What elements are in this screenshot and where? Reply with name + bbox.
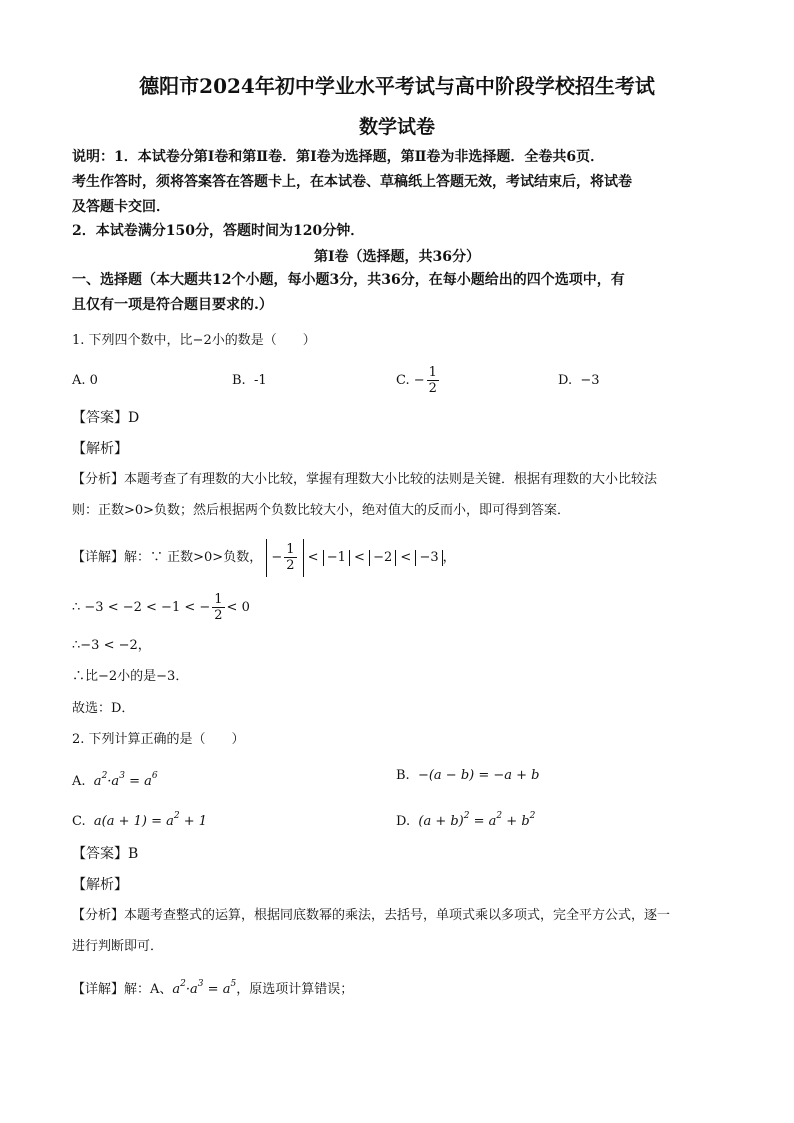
q2-stem: 2. 下列计算正确的是（ ） [72, 732, 245, 747]
q1-step-1-fraction [212, 592, 224, 623]
q1-stem-suffix: 小的数是（ ） [211, 333, 316, 348]
q1-step-1 [72, 588, 250, 628]
section-heading: 第Ⅰ卷（选择题，共36分） [313, 249, 481, 265]
q2-analysis-line-2: 进行判断即可． [72, 939, 164, 954]
q2-detail-expr: $a^2\cdot a^3 = a^5$ [172, 979, 237, 997]
q2-option-c-expr-tail: + 1 [179, 814, 208, 829]
instructions-line-4: 2．本试卷满分150分，答题时间为120分钟． [72, 223, 365, 239]
q2-answer: 【答案】B [72, 846, 139, 862]
q1-option-a-label: A. [72, 373, 86, 388]
q1-detail-lt-3: < [400, 550, 412, 565]
q2-option-c [72, 807, 207, 831]
q2-option-a-label: A. [72, 774, 86, 789]
exam-subtitle: 数学试卷 [358, 116, 435, 138]
q2-analysis-tag: 【解析】 [72, 877, 128, 893]
q2-option-b [396, 767, 540, 785]
q1-step-1-den: 2 [214, 608, 223, 623]
q1-analysis-tag: 【解析】 [72, 441, 128, 457]
q1-option-c-denominator: 2 [428, 381, 437, 396]
q1-detail-line [72, 538, 456, 578]
instructions-line-3: 及答题卡交回． [72, 199, 170, 215]
q1-option-c-label: C. [396, 373, 410, 388]
q1-step-2: ∴−3 < −2， [72, 638, 151, 653]
section-desc-1: 一、选择题（本大题共12个小题，每小题3分，共36分，在每小题给出的四个选项中，有 [72, 272, 625, 288]
q1-stem-number: −2 [192, 333, 212, 348]
q1-analysis-line-1: 【分析】本题考查了有理数的大小比较，掌握有理数大小比较的法则是关键．根据有理数的大小比较法 [72, 472, 658, 487]
q1-option-a-value: 0 [89, 373, 98, 388]
q1-detail-abs-half-den: 2 [286, 558, 295, 573]
q1-detail-abs-2: −2 [369, 550, 396, 566]
q1-option-b-label: B. [232, 373, 246, 388]
q1-detail-abs-half-sign: − [271, 549, 283, 565]
q1-stem [72, 332, 316, 350]
q1-detail-abs-half-num: 1 [286, 542, 295, 557]
q2-option-c-expr-main: a(a + 1) = a [93, 814, 174, 829]
q1-option-a [72, 372, 98, 390]
q1-option-c-fraction [427, 365, 439, 396]
q1-detail-abs-half [266, 539, 303, 577]
q1-step-1-num: 1 [214, 592, 223, 607]
q1-option-d [558, 372, 600, 390]
q2-detail-line [72, 975, 353, 999]
q1-option-b-value: -1 [253, 373, 267, 388]
q2-option-c-expr: $a(a + 1) = a^2 + 1$ [93, 811, 208, 829]
q1-step-3: ∴比−2小的是−3． [72, 669, 189, 684]
q1-option-d-value: −3 [580, 373, 600, 388]
q1-option-c-sign: − [413, 373, 425, 388]
exam-title: 德阳市2024年初中学业水平考试与高中阶段学校招生考试 [139, 74, 655, 98]
q2-analysis-line-1: 【分析】本题考查整式的运算，根据同底数幂的乘法，去括号，单项式乘以多项式，完全平方公式，逐一 [72, 908, 671, 923]
q2-option-d-label: D. [396, 814, 411, 829]
q1-conclusion: 故选：D． [72, 701, 135, 716]
q2-option-d [396, 807, 535, 831]
q1-detail-prefix: 【详解】解：∵ 正数>0>负数， [72, 550, 263, 565]
q1-stem-prefix: 1. 下列四个数中，比 [72, 333, 193, 348]
q1-step-1-prefix: ∴ −3 < −2 < −1 < − [72, 600, 211, 615]
q1-detail-abs-half-fraction [284, 542, 296, 573]
section-desc-2: 且仅有一项是符合题目要求的.） [72, 297, 273, 313]
q1-detail-abs-3: −3 [415, 550, 442, 566]
instructions-line-2: 考生作答时，须将答案答在答题卡上，在本试卷、草稿纸上答题无效，考试结束后，将试卷 [72, 174, 632, 190]
q2-option-a-expr: $a^2\cdot a^3 = a^6$ [93, 771, 158, 789]
q1-option-b [232, 372, 267, 390]
q1-answer: 【答案】D [72, 410, 140, 426]
q1-detail-end: ， [442, 550, 456, 565]
q2-option-b-label: B. [396, 768, 410, 783]
q2-option-c-label: C. [72, 814, 86, 829]
instructions-line-1: 说明：1．本试卷分第Ⅰ卷和第Ⅱ卷．第Ⅰ卷为选择题，第Ⅱ卷为非选择题．全卷共6页． [72, 149, 605, 165]
q2-detail-prefix: 【详解】解：A、 [72, 982, 173, 997]
q1-detail-lt-2: < [354, 550, 365, 565]
q1-option-d-label: D. [558, 373, 573, 388]
q1-detail-abs-1: −1 [323, 550, 350, 566]
q1-option-c-numerator: 1 [428, 365, 437, 380]
q1-analysis-line-2: 则：正数>0>负数；然后根据两个负数比较大小，绝对值大的反而小，即可得到答案． [72, 503, 571, 518]
q2-option-b-expr: −(a − b) = −a + b [417, 768, 540, 783]
q2-option-d-expr: $(a + b)^2 = a^2 + b^2$ [418, 811, 536, 829]
q1-step-1-suffix: < 0 [226, 600, 250, 615]
q1-option-c [396, 362, 441, 400]
q1-detail-lt-1: < [307, 550, 319, 565]
q2-detail-suffix: ，原选项计算错误； [236, 982, 354, 997]
q2-option-a [72, 767, 158, 791]
